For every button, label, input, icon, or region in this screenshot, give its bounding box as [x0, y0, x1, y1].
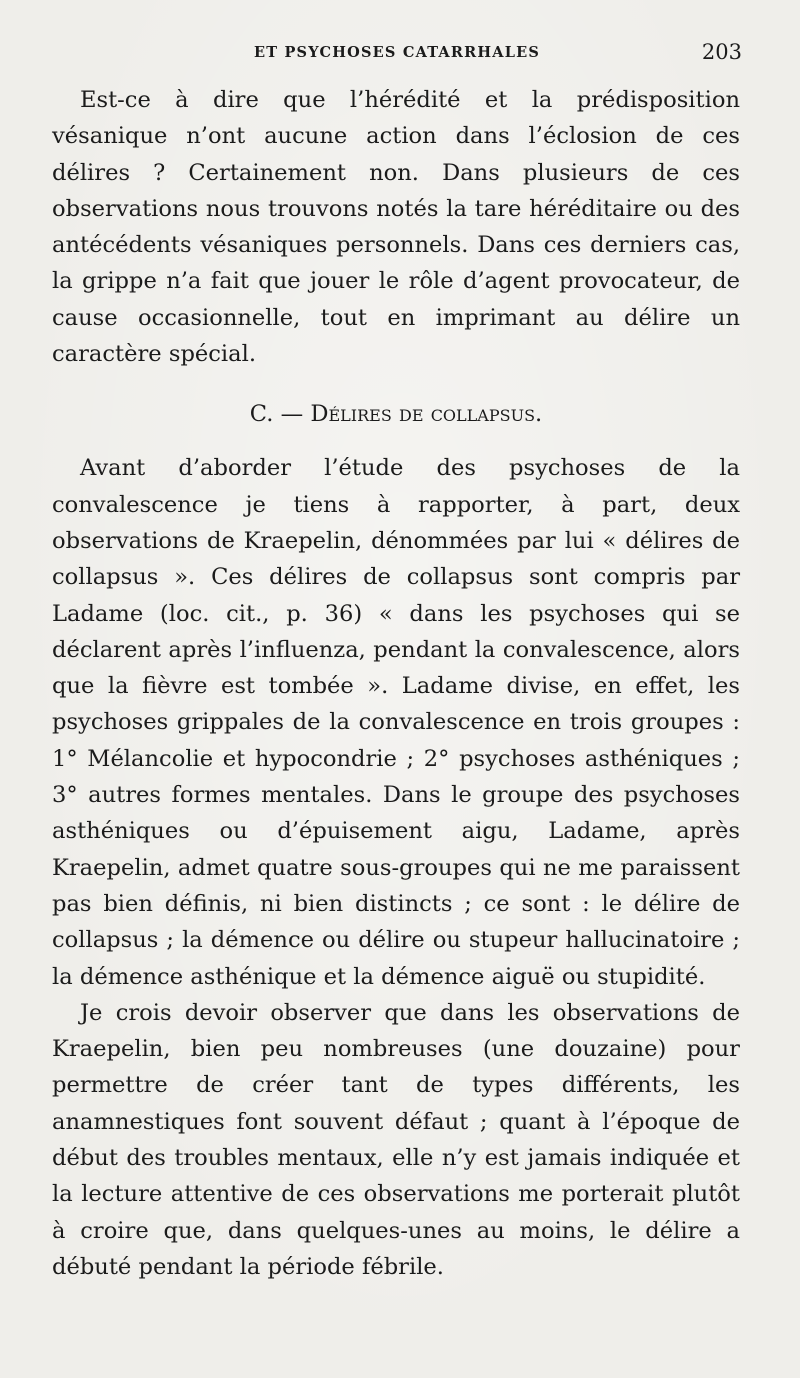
paragraph-collapsus: Avant d’aborder l’étude des psychoses de la convalescence je tiens à rapporter, à part, deux observations de Kraepelin, dénommées par lui « délires de collapsus ». Ces délires de collapsus sont compris par Ladame (loc. cit., p. 36) « dans les psychoses qui se déclarent après l’influenza, pendant la convalescence, alors que la fièvre est tombée ». Ladame divise, en effet, les psychoses grippales de la convalescence en trois groupes : 1° Mélancolie et hypocondrie ; 2° psychoses asthéniques ; 3° autres formes mentales. Dans le groupe des psychoses asthéniques ou d’épuisement aigu, Ladame, après Kraepelin, admet quatre sous-groupes qui ne me paraissent pas bien définis, ni bien distincts ; ce sont : le délire de collapsus ; la démence ou délire ou stupeur hallucinatoire ; la démence asthénique et la démence aiguë ou stupidité. [52, 455, 740, 990]
running-header [52, 40, 742, 70]
section-heading-title: Délires de collapsus. [310, 401, 543, 428]
body-text [52, 82, 740, 1285]
running-title: ET PSYCHOSES CATARRHALES [253, 44, 541, 61]
paragraph-heredity: Est-ce à dire que l’hérédité et la prédisposition vésanique n’ont aucune action dans l’éclosion de ces délires ? Certainement non. Dans plusieurs de ces observations nous trouvons notés la tare héréditaire ou des antécédents vésaniques personnels. Dans ces derniers cas, la grippe n’a fait que jouer le rôle d’agent provocateur, de cause occasionnelle, tout en imprimant au délire un caractère spécial. [52, 87, 740, 368]
section-heading [52, 398, 740, 430]
section-heading-prefix: C. — [249, 401, 311, 428]
page-number: 203 [701, 40, 742, 64]
paragraph-kraepelin: Je crois devoir observer que dans les observations de Kraepelin, bien peu nombreuses (une douzaine) pour permettre de créer tant de types différents, les anamnestiques font souvent défaut ; quant à l’époque de début des troubles mentaux, elle n’y est jamais indiquée et la lecture attentive de ces observations me porterait plutôt à croire que, dans quelques-unes au moins, le délire a débuté pendant la période fébrile. [52, 999, 740, 1280]
